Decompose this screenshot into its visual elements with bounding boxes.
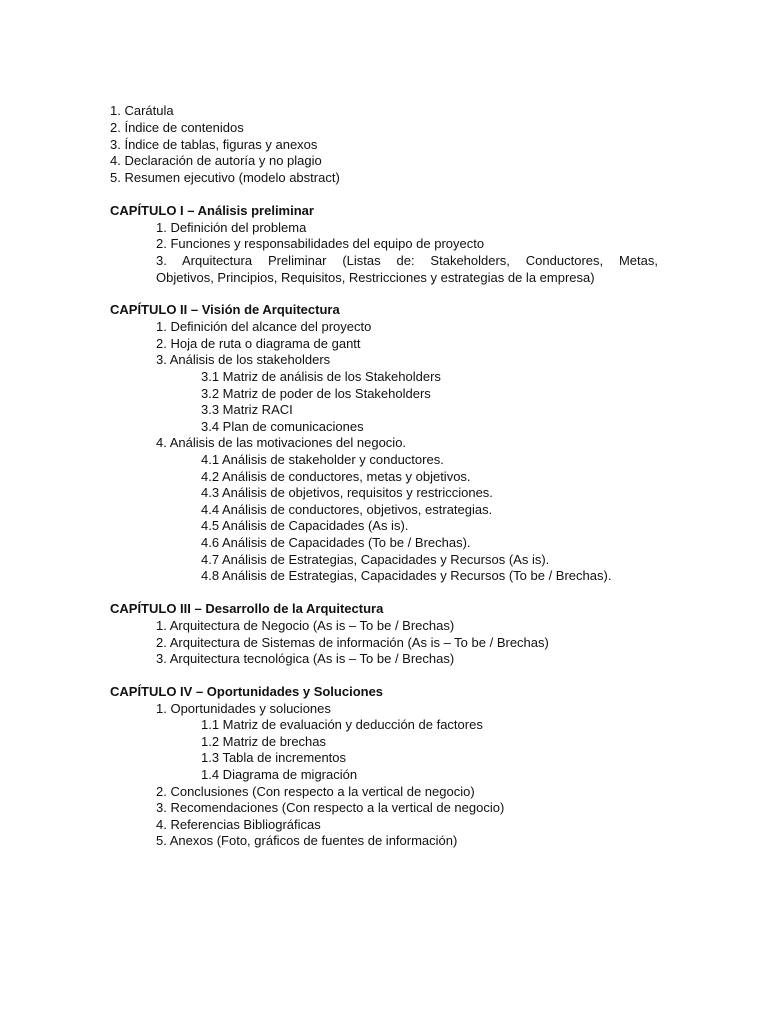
chapter-2-subitem: 4.2 Análisis de conductores, metas y objetivos. — [201, 469, 471, 484]
chapter-2-subitem: 4.6 Análisis de Capacidades (To be / Brechas). — [201, 535, 471, 550]
chapter-1-item-continuation: Objetivos, Principios, Requisitos, Restricciones y estrategias de la empresa) — [156, 270, 595, 285]
chapter-4-subitem: 1.1 Matriz de evaluación y deducción de factores — [201, 717, 483, 732]
front-matter-item: 3. Índice de tablas, figuras y anexos — [110, 137, 318, 152]
chapter-2-item: 1. Definición del alcance del proyecto — [156, 319, 372, 334]
chapter-2-subitem: 4.7 Análisis de Estrategias, Capacidades y Recursos (As is). — [201, 552, 550, 567]
chapter-4-subitem: 1.3 Tabla de incrementos — [201, 750, 347, 765]
chapter-3-item: 3. Arquitectura tecnológica (As is – To be / Brechas) — [156, 651, 455, 666]
chapter-2-subitem: 4.3 Análisis de objetivos, requisitos y restricciones. — [201, 485, 493, 500]
chapter-2-subitem: 4.8 Análisis de Estrategias, Capacidades y Recursos (To be / Brechas). — [201, 568, 612, 583]
chapter-2-subitem: 3.4 Plan de comunicaciones — [201, 419, 364, 434]
chapter-2-item: 3. Análisis de los stakeholders — [156, 352, 331, 367]
chapter-3-item: 2. Arquitectura de Sistemas de información (As is – To be / Brechas) — [156, 635, 549, 650]
chapter-1-item: 1. Definición del problema — [156, 220, 307, 235]
chapter-4-subitem: 1.4 Diagrama de migración — [201, 767, 358, 782]
chapter-4-item: 4. Referencias Bibliográficas — [156, 817, 321, 832]
front-matter-item: 2. Índice de contenidos — [110, 120, 244, 135]
front-matter-item: 4. Declaración de autoría y no plagio — [110, 153, 322, 168]
chapter-2-item: 4. Análisis de las motivaciones del negocio. — [156, 435, 407, 450]
chapter-4-item: 3. Recomendaciones (Con respecto a la vertical de negocio) — [156, 800, 505, 815]
chapter-3-title: CAPÍTULO III – Desarrollo de la Arquitectura — [110, 601, 384, 616]
chapter-2-subitem: 4.1 Análisis de stakeholder y conductores. — [201, 452, 444, 467]
chapter-4-item: 2. Conclusiones (Con respecto a la vertical de negocio) — [156, 784, 475, 799]
chapter-2-subitem: 3.2 Matriz de poder de los Stakeholders — [201, 386, 431, 401]
front-matter-item: 5. Resumen ejecutivo (modelo abstract) — [110, 170, 340, 185]
chapter-2-subitem: 3.1 Matriz de análisis de los Stakeholders — [201, 369, 441, 384]
chapter-4-subitem: 1.2 Matriz de brechas — [201, 734, 327, 749]
chapter-2-item: 2. Hoja de ruta o diagrama de gantt — [156, 336, 361, 351]
front-matter-item: 1. Carátula — [110, 103, 174, 118]
chapter-1-item: 3. Arquitectura Preliminar (Listas de: Stakeholders, Conductores, Metas, — [156, 253, 658, 268]
chapter-2-subitem: 3.3 Matriz RACI — [201, 402, 293, 417]
chapter-2-subitem: 4.5 Análisis de Capacidades (As is). — [201, 518, 409, 533]
chapter-4-title: CAPÍTULO IV – Oportunidades y Soluciones — [110, 684, 384, 699]
chapter-4-item: 5. Anexos (Foto, gráficos de fuentes de información) — [156, 833, 458, 848]
chapter-2-subitem: 4.4 Análisis de conductores, objetivos, estrategias. — [201, 502, 493, 517]
chapter-2-title: CAPÍTULO II – Visión de Arquitectura — [110, 302, 340, 317]
chapter-1-item: 2. Funciones y responsabilidades del equipo de proyecto — [156, 236, 485, 251]
chapter-3-item: 1. Arquitectura de Negocio (As is – To be / Brechas) — [156, 618, 455, 633]
chapter-1-title: CAPÍTULO I – Análisis preliminar — [110, 203, 314, 218]
chapter-4-item: 1. Oportunidades y soluciones — [156, 701, 331, 716]
